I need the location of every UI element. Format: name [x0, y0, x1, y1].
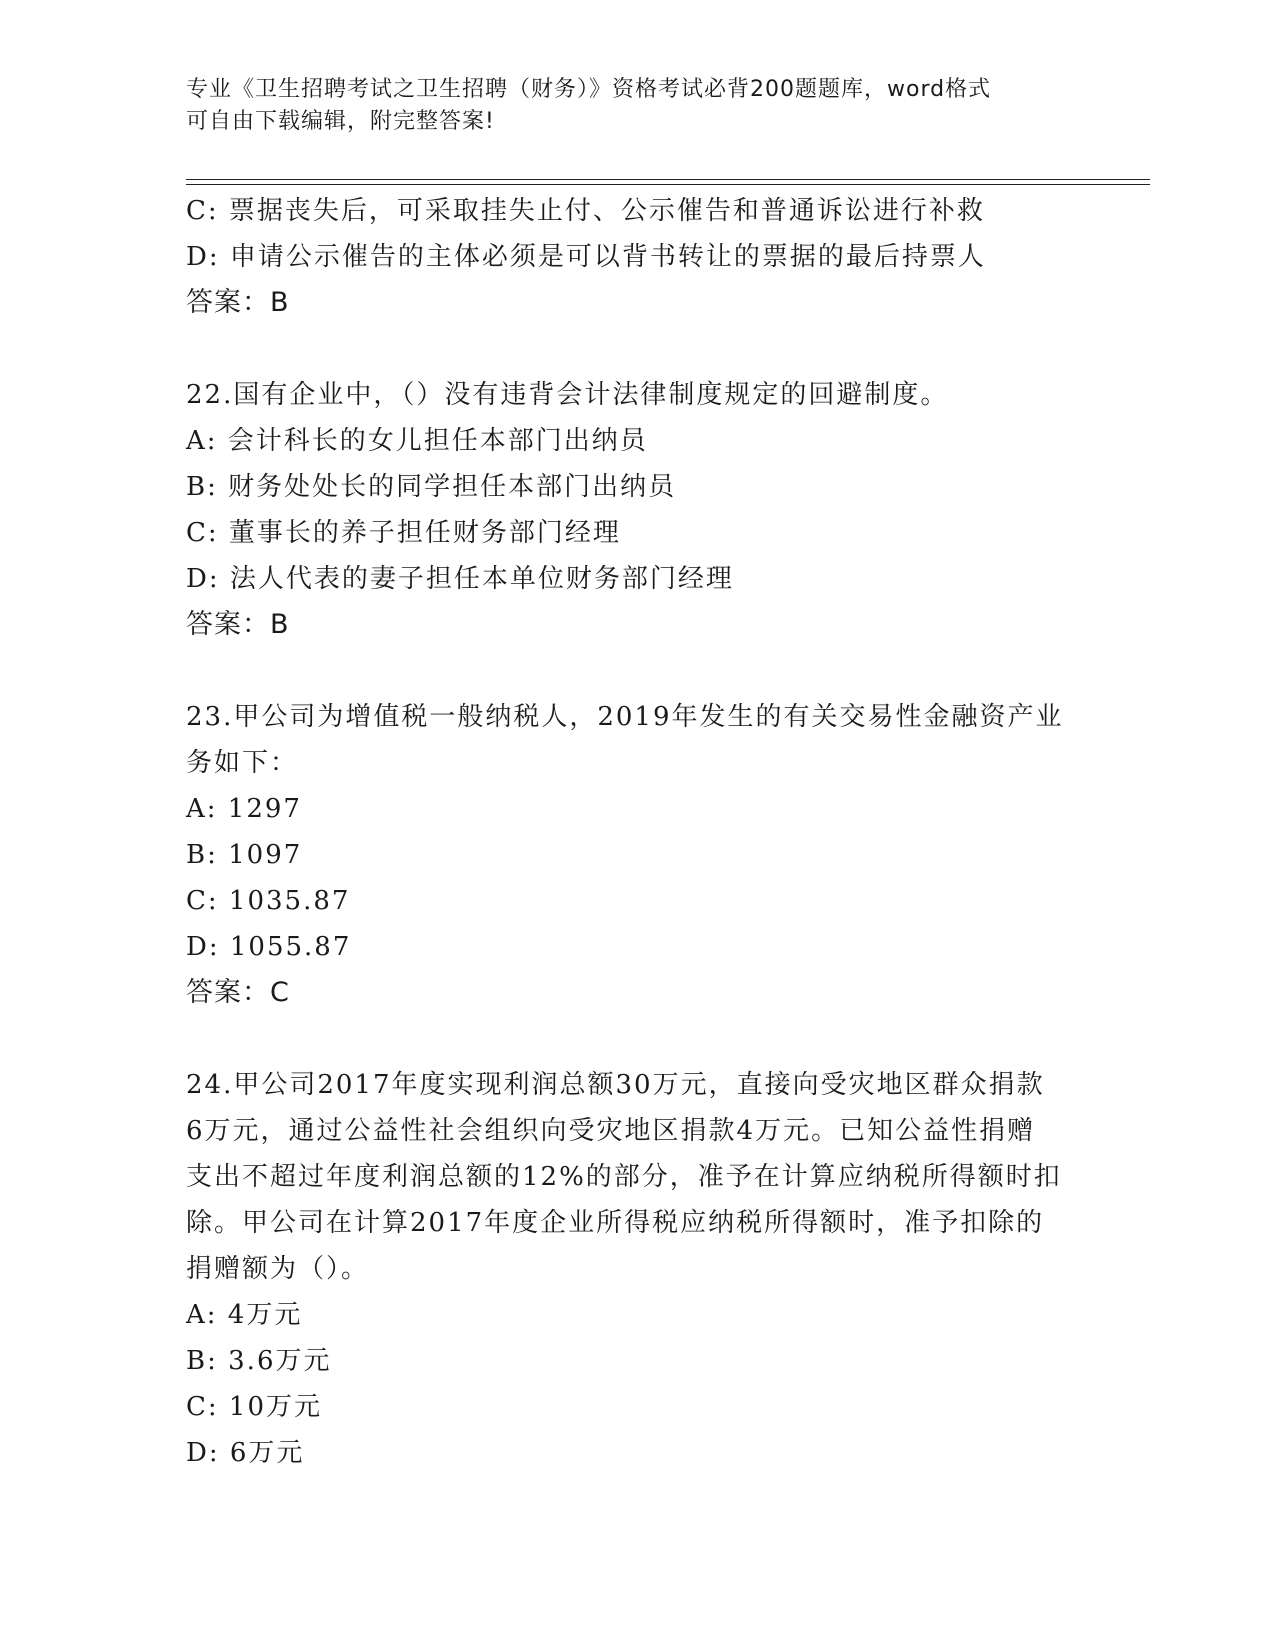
spacer [186, 648, 1086, 694]
option-d: D: 申请公示催告的主体必须是可以背书转让的票据的最后持票人 [186, 242, 986, 272]
header-divider-top [186, 179, 1150, 180]
option-c: C: 票据丧失后，可采取挂失止付、公示催告和普通诉讼进行补救 [186, 196, 985, 226]
question-22 [186, 372, 1086, 648]
header-line-2: 可自由下载编辑，附完整答案! [186, 109, 495, 134]
option-a: A: 会计科长的女儿担任本部门出纳员 [186, 426, 648, 456]
option-b: B: 1097 [186, 840, 303, 870]
answer: 答案：C [186, 977, 290, 1008]
answer: 答案：B [186, 609, 290, 640]
question-24 [186, 1062, 1086, 1476]
question-stem-line-2: 务如下： [186, 748, 299, 778]
question-stem: 22.国有企业中，（）没有违背会计法律制度规定的回避制度。 [186, 380, 949, 410]
option-c: C: 10万元 [186, 1392, 323, 1422]
question-list [186, 188, 1086, 1476]
question-stem-line-3: 支出不超过年度利润总额的12%的部分，准予在计算应纳税所得额时扣 [186, 1162, 1062, 1192]
document-header [186, 74, 1086, 138]
question-21 [186, 188, 1086, 326]
option-c: C: 1035.87 [186, 886, 351, 916]
option-b: B: 3.6万元 [186, 1346, 332, 1376]
option-a: A: 4万元 [186, 1300, 303, 1330]
option-d: D: 法人代表的妻子担任本单位财务部门经理 [186, 564, 734, 594]
option-b: B: 财务处处长的同学担任本部门出纳员 [186, 472, 677, 502]
question-23 [186, 694, 1086, 1016]
answer: 答案：B [186, 287, 290, 318]
question-stem-line-1: 23.甲公司为增值税一般纳税人，2019年发生的有关交易性金融资产业 [186, 702, 1064, 732]
question-stem-line-2: 6万元，通过公益性社会组织向受灾地区捐款4万元。已知公益性捐赠 [186, 1116, 1036, 1146]
question-stem-line-5: 捐赠额为（）。 [186, 1254, 370, 1284]
spacer [186, 1016, 1086, 1062]
header-line-1: 专业《卫生招聘考试之卫生招聘（财务）》资格考试必背200题题库，word格式 [186, 77, 992, 102]
option-a: A: 1297 [186, 794, 302, 824]
spacer [186, 326, 1086, 372]
header-divider-bottom [186, 184, 1150, 185]
question-stem-line-1: 24.甲公司2017年度实现利润总额30万元，直接向受灾地区群众捐款 [186, 1070, 1045, 1100]
option-d: D: 1055.87 [186, 932, 352, 962]
option-c: C: 董事长的养子担任财务部门经理 [186, 518, 621, 548]
question-stem-line-4: 除。甲公司在计算2017年度企业所得税应纳税所得额时，准予扣除的 [186, 1208, 1045, 1238]
option-d: D: 6万元 [186, 1438, 305, 1468]
